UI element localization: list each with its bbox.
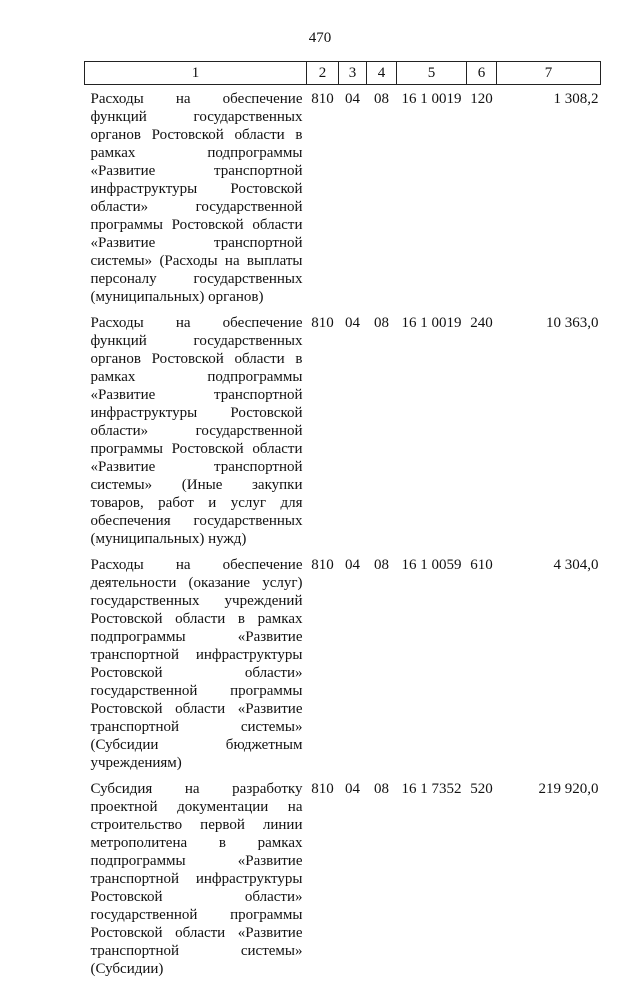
- table-header: [85, 62, 601, 85]
- row-section-code: 04: [339, 775, 367, 981]
- header-col-7: 7: [497, 62, 601, 85]
- row-section-code: 04: [339, 309, 367, 551]
- header-row: [85, 62, 601, 85]
- row-ministry-code: 810: [307, 551, 339, 775]
- table-row: [85, 85, 601, 310]
- header-col-5: 5: [397, 62, 467, 85]
- row-section-code: 04: [339, 551, 367, 775]
- budget-table: [84, 61, 601, 981]
- row-subsection-code: 08: [367, 85, 397, 310]
- table-row: [85, 309, 601, 551]
- row-target-article: 16 1 0059: [397, 551, 467, 775]
- row-target-article: 16 1 7352: [397, 775, 467, 981]
- row-amount: 1 308,2: [497, 85, 601, 310]
- row-expense-type: 120: [467, 85, 497, 310]
- row-target-article: 16 1 0019: [397, 85, 467, 310]
- row-amount: 4 304,0: [497, 551, 601, 775]
- row-ministry-code: 810: [307, 85, 339, 310]
- row-amount: 219 920,0: [497, 775, 601, 981]
- row-target-article: 16 1 0019: [397, 309, 467, 551]
- row-ministry-code: 810: [307, 309, 339, 551]
- row-amount: 10 363,0: [497, 309, 601, 551]
- row-subsection-code: 08: [367, 309, 397, 551]
- header-col-2: 2: [307, 62, 339, 85]
- row-subsection-code: 08: [367, 551, 397, 775]
- header-col-3: 3: [339, 62, 367, 85]
- header-col-1: 1: [85, 62, 307, 85]
- table-row: [85, 551, 601, 775]
- row-subsection-code: 08: [367, 775, 397, 981]
- row-expense-type: 520: [467, 775, 497, 981]
- header-col-4: 4: [367, 62, 397, 85]
- row-description: Расходы на обеспечение функций государственных органов Ростовской области в рамках подпрограммы «Развитие транспортной инфраструктуры Ростовской области» государственной программы Ростовской области «Развитие транспортной системы» (Расходы на выплаты персоналу государственных (муниципальных) органов): [85, 85, 307, 310]
- row-ministry-code: 810: [307, 775, 339, 981]
- row-description: Расходы на обеспечение деятельности (оказание услуг) государственных учреждений Ростовской области в рамках подпрограммы «Развитие транспортной инфраструктуры Ростовской области» государственной программы Ростовской области «Развитие транспортной системы» (Субсидии бюджетным учреждениям): [85, 551, 307, 775]
- row-section-code: 04: [339, 85, 367, 310]
- row-expense-type: 610: [467, 551, 497, 775]
- header-col-6: 6: [467, 62, 497, 85]
- row-description: Субсидия на разработку проектной документации на строительство первой линии метрополитена в рамках подпрограммы «Развитие транспортной инфраструктуры Ростовской области» государственной программы Ростовской области «Развитие транспортной системы» (Субсидии): [85, 775, 307, 981]
- page-number: 470: [0, 29, 640, 47]
- table-row: [85, 775, 601, 981]
- row-expense-type: 240: [467, 309, 497, 551]
- row-description: Расходы на обеспечение функций государственных органов Ростовской области в рамках подпрограммы «Развитие транспортной инфраструктуры Ростовской области» государственной программы Ростовской области «Развитие транспортной системы» (Иные закупки товаров, работ и услуг для обеспечения государственных (муниципальных) нужд): [85, 309, 307, 551]
- table-body: [85, 85, 601, 981]
